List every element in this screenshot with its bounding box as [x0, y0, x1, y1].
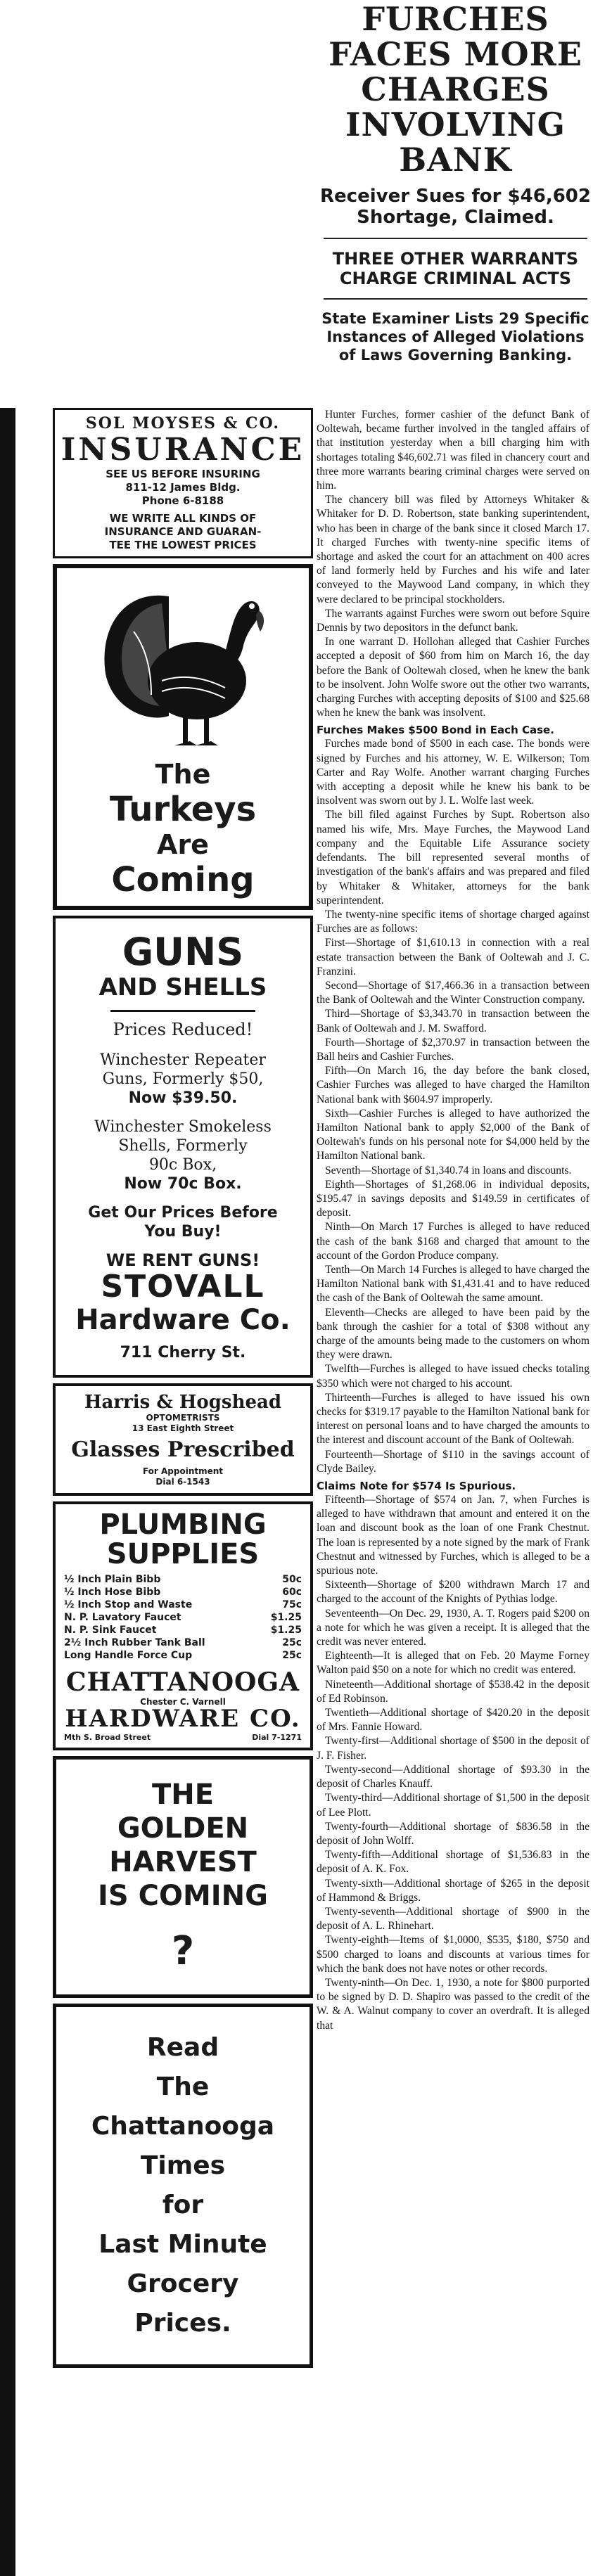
insurance-line: SEE US BEFORE INSURING	[106, 468, 260, 480]
times-line: Grocery	[127, 2269, 239, 2298]
guns-line: Winchester Repeater	[100, 1051, 266, 1069]
harvest-line: HARVEST	[109, 1846, 257, 1878]
plumbing-title: SUPPLIES	[106, 1538, 260, 1570]
article-paragraph: The warrants against Furches were sworn out before Squire Dennis by two depositors in the defunct bank.	[317, 607, 589, 634]
guns-line: WE RENT GUNS!	[106, 1250, 260, 1270]
article-paragraph: Fourth—Shortage of $2,370.97 in transaction between the Ball heirs and Cashier Furches.	[317, 1036, 589, 1063]
times-line: Last Minute	[98, 2230, 267, 2259]
advertisement-column	[53, 408, 313, 2373]
store-name: Hardware Co.	[75, 1304, 291, 1336]
plumbing-item-price: 50c	[282, 1574, 302, 1585]
harvest-line: THE	[151, 1779, 215, 1811]
hardware-street: Mth S. Broad Street	[64, 1733, 151, 1742]
insurance-ad	[53, 408, 313, 558]
times-line: Prices.	[134, 2309, 231, 2338]
hardware-phone: Dial 7-1271	[252, 1733, 302, 1742]
article-paragraph: Twenty-seventh—Additional shortage of $900 in the deposit of A. L. Rhinehart.	[317, 1905, 589, 1933]
article-paragraph: Twenty-fourth—Additional shortage of $836.58 in the deposit of John Wolff.	[317, 1820, 589, 1847]
plumbing-title: PLUMBING	[99, 1508, 267, 1541]
article-paragraph: Fourteenth—Shortage of $110 in the savings account of Clyde Bailey.	[317, 1448, 589, 1475]
plumbing-item	[64, 1586, 302, 1598]
article-paragraph: Twenty-eighth—Items of $1,0000, $535, $180, $750 and $500 charged to loans and discounts at various times for which the bank does not have notes or other records.	[317, 1934, 589, 1975]
plumbing-item-price: 25c	[282, 1650, 302, 1661]
plumbing-item-name: ½ Inch Plain Bibb	[64, 1574, 161, 1585]
article-paragraph: Twelfth—Furches is alleged to have issued checks totaling $350 which were not charged to his account.	[317, 1363, 589, 1390]
turkey-line: Turkeys	[109, 790, 257, 829]
article-paragraph: Fifth—On March 16, the day before the bank closed, Cashier Furches was alleged to have charged the Hamilton National bank with $604.97 improperly.	[317, 1065, 589, 1106]
turkey-line: The	[155, 759, 211, 790]
optometrist-glasses: Glasses Prescribed	[71, 1437, 295, 1462]
guns-line: 90c Box,	[148, 1156, 217, 1174]
article-paragraph: Sixteenth—Shortage of $200 withdrawn March 17 and charged to the account of the Knights of Pythias lodge.	[317, 1579, 589, 1606]
article-paragraph: The twenty-nine specific items of shortage charged against Furches are as follows:	[317, 908, 589, 935]
plumbing-item-price: 25c	[282, 1637, 302, 1648]
plumbing-item	[64, 1649, 302, 1662]
store-name: STOVALL	[101, 1269, 265, 1305]
article-paragraph: Twenty-ninth—On Dec. 1, 1930, a note for $800 purported to be signed by D. D. Shapiro was passed to the credit of the W. & A. Walnut company to cover an overdraft. It is alleged that	[317, 1976, 589, 2032]
insurance-line: TEE THE LOWEST PRICES	[109, 539, 257, 551]
article-paragraph: Twenty-fifth—Additional shortage of $1,536.83 in the deposit of A. K. Fox.	[317, 1849, 589, 1876]
times-line: The	[156, 2072, 210, 2101]
plumbing-ad	[53, 1501, 313, 1750]
headline-title: FURCHES FACES MORE CHARGES INVOLVING BANK	[329, 0, 582, 179]
hardware-logo	[64, 1667, 302, 1733]
plumbing-item-price: $1.25	[270, 1612, 302, 1623]
article-paragraph: Twentieth—Additional shortage of $420.20 in the deposit of Mrs. Fannie Howard.	[317, 1707, 589, 1734]
article-paragraph: Nineteenth—Additional shortage of $538.42 in the deposit of Ed Robinson.	[317, 1678, 589, 1705]
optometrist-line: OPTOMETRISTS	[146, 1413, 220, 1423]
article-paragraph: Eighth—Shortages of $1,268.06 in individual deposits, $195.47 in savings deposits and $149.59 in certificates of deposit.	[317, 1178, 589, 1219]
insurance-firm: SOL MOYSES & CO.	[85, 414, 281, 432]
plumbing-item-name: 2½ Inch Rubber Tank Ball	[64, 1637, 205, 1648]
plumbing-item-name: N. P. Lavatory Faucet	[64, 1612, 181, 1623]
article-paragraph: Fifteenth—Shortage of $574 on Jan. 7, when Furches is alleged to have withdrawn that amount and entered it on the loan and discount book as the loan of one Frank Chestnut. The loan is represented by a note signed by the mark of Frank Chestnut and witnessed by Furches, which is alleged to be a spurious note.	[317, 1494, 589, 1577]
guns-subtitle: AND SHELLS	[98, 973, 267, 1001]
article-paragraph: Thirteenth—Furches is alleged to have issued his own checks for $319.17 payable to the Hamilton National bank for interest on personal loans and to have charged the amounts to the interest and discount account of the Bank of Ooltewah.	[317, 1391, 589, 1447]
times-ad	[53, 2004, 313, 2368]
times-line: Read	[146, 2033, 219, 2062]
plumbing-item-name: ½ Inch Stop and Waste	[64, 1599, 193, 1610]
guns-title: GUNS	[122, 930, 244, 974]
plumbing-item	[64, 1636, 302, 1649]
article-paragraph: Third—Shortage of $3,343.70 in transaction between the Bank of Ooltewah and J. M. Swafford.	[317, 1008, 589, 1034]
article-paragraph: Ninth—On March 17 Furches is alleged to have reduced the cash of the bank $168 and charged that amount to the account of the Gordon Produce company.	[317, 1221, 589, 1262]
article-paragraph: Twenty-second—Additional shortage of $93.30 in the deposit of Charles Knauff.	[317, 1763, 589, 1790]
optometrist-ad	[53, 1383, 313, 1496]
harvest-question-mark: ?	[171, 1928, 195, 1974]
article-subhead: Furches Makes $500 Bond in Each Case.	[317, 724, 554, 737]
times-line: Times	[140, 2151, 226, 2180]
hardware-logo-name: CHATTANOOGA	[65, 1667, 300, 1697]
article-paragraph: In one warrant D. Hollohan alleged that Cashier Furches accepted a deposit of $60 from him on March 16, the day before the Bank of Ooltewah closed, when he knew the bank to be insolvent. John Wolfe swore out the other two warrants, charging Furches with accepting deposits of $100 and $25.68 when he knew the bank was insolvent.	[317, 636, 589, 719]
article-paragraph: The bill filed against Furches by Supt. Robertson also named his wife, Mrs. Maye Furches, the Maywood Land company and the Equitable Life Assurance society defendants. The bill represented several months of investigation of the bank's affairs and was prepared and filed by Whitaker & Whitaker, attorneys for the bank superintendent.	[317, 809, 589, 906]
plumbing-item-name: N. P. Sink Faucet	[64, 1625, 157, 1636]
harvest-line: IS COMING	[98, 1880, 268, 1912]
optometrist-title: Harris & Hogshead	[84, 1392, 282, 1413]
article-paragraph: Tenth—On March 14 Furches is alleged to have charged the Hamilton National bank with $1,431.41 and to have reduced the cash of the Bank of Ooltewah the same amount.	[317, 1263, 589, 1305]
article-subhead: Claims Note for $574 Is Spurious.	[317, 1480, 516, 1493]
article-paragraph: Sixth—Cashier Furches is alleged to have authorized the Hamilton National bank to apply $2,000 of the Bank of Ooltewah's funds on his personal note for $4,000 held by the Hamilton National bank.	[317, 1107, 589, 1162]
optometrist-line: For Appointment	[142, 1466, 224, 1476]
turkey-illustration	[84, 575, 281, 758]
article-paragraph: The chancery bill was filed by Attorneys Whitaker & Whitaker for D. D. Robertson, state banking superintendent, who has been in charge of the bank since it closed March 17. It charged Furches with twenty-nine specific items of shortage and asked the court for an attachment on 400 acres of land formerly held by Furches and his wife and later conveyed to the Maywood Land company, in which they were declared to be principal stockholders.	[317, 494, 589, 605]
headline-block	[318, 0, 593, 364]
headline-deck-3: State Examiner Lists 29 Specific Instances of Alleged Violations of Laws Governing Banking.	[321, 310, 589, 364]
guns-ad	[53, 916, 313, 1378]
optometrist-line: Dial 6-1543	[155, 1477, 210, 1487]
hardware-logo-sub: Chester C. Varnell	[140, 1697, 226, 1707]
insurance-line: INSURANCE AND GUARAN-	[104, 525, 262, 538]
article-paragraph: Eighteenth—It is alleged that on Feb. 20 Mayme Forney Walton paid $50 on a note for which no credit was entered.	[317, 1650, 589, 1677]
insurance-line: Phone 6-8188	[141, 494, 224, 507]
guns-line: You Buy!	[144, 1223, 222, 1241]
plumbing-item-name: Long Handle Force Cup	[64, 1650, 193, 1661]
article-body	[317, 408, 589, 2033]
divider	[110, 1010, 255, 1012]
article-paragraph: Seventeenth—On Dec. 29, 1930, A. T. Rogers paid $200 on a note for which he was given a receipt. It is alleged that the credit was never entered.	[317, 1607, 589, 1648]
article-paragraph: Twenty-third—Additional shortage of $1,500 in the deposit of Lee Plott.	[317, 1792, 589, 1819]
article-paragraph: Hunter Furches, former cashier of the defunct Bank of Ooltewah, became further involved in the tangled affairs of that institution yesterday when a bill charging him with shortages totaling $46,602.71 was filed in chancery court and three more warrants bearing criminal charges were served on him.	[317, 409, 589, 492]
plumbing-item	[64, 1573, 302, 1586]
blank-area	[0, 0, 317, 408]
plumbing-item-price: 75c	[282, 1599, 302, 1610]
times-line: Chattanooga	[91, 2112, 275, 2141]
guns-line: Now 70c Box.	[124, 1175, 242, 1193]
guns-reduced: Prices Reduced!	[113, 1020, 253, 1039]
article-paragraph: Seventh—Shortage of $1,340.74 in loans and discounts.	[325, 1164, 572, 1177]
plumbing-item	[64, 1611, 302, 1624]
hardware-logo-name: HARDWARE CO.	[65, 1705, 301, 1733]
store-address: 711 Cherry St.	[120, 1344, 246, 1361]
insurance-line: 811-12 James Bldg.	[125, 481, 241, 494]
plumbing-item-price: $1.25	[270, 1625, 302, 1636]
plumbing-item-price: 60c	[282, 1587, 302, 1598]
guns-line: Now $39.50.	[128, 1089, 238, 1107]
divider	[324, 298, 587, 300]
headline-deck-1: Receiver Sues for $46,602 Shortage, Claimed.	[320, 186, 591, 228]
article-paragraph: Second—Shortage of $17,466.36 in a transaction between the Bank of Ooltewah and the Winter Construction company.	[317, 979, 589, 1006]
guns-line: Guns, Formerly $50,	[102, 1070, 264, 1088]
turkey-ad	[53, 564, 313, 910]
article-paragraph: Eleventh—Checks are alleged to have been paid by the bank through the cashier for a total of $308 without any charge of the amounts being made to the customers on whom they were drawn.	[317, 1306, 589, 1361]
optometrist-line: 13 East Eighth Street	[132, 1423, 234, 1433]
turkey-line: Are	[157, 829, 209, 860]
divider	[324, 238, 587, 239]
article-paragraph: First—Shortage of $1,610.13 in connection with a real estate transaction between the Bank of Ooltewah and J. C. Franzini.	[317, 937, 589, 978]
times-line: for	[162, 2191, 204, 2219]
headline-deck-2: THREE OTHER WARRANTS CHARGE CRIMINAL ACTS	[332, 249, 579, 288]
article-paragraph: Twenty-sixth—Additional shortage of $265 in the deposit of Hammond & Briggs.	[317, 1877, 589, 1904]
turkey-line: Coming	[111, 860, 255, 899]
page-edge	[0, 408, 15, 2576]
plumbing-item	[64, 1598, 302, 1611]
insurance-title: INSURANCE	[60, 432, 305, 468]
harvest-line: GOLDEN	[117, 1812, 249, 1845]
plumbing-item	[64, 1624, 302, 1636]
hardware-address	[64, 1733, 302, 1742]
article-paragraph: Furches made bond of $500 in each case. The bonds were signed by Furches and his attorney, W. E. Wilkerson; Tom Carter and Ray Wolfe. Another warrant charging Furches with accepting a deposit while he knew his bank to be insolvent was sworn out by J. L. Wolfe last week.	[317, 738, 589, 807]
harvest-ad	[53, 1756, 313, 1998]
article-paragraph: Twenty-first—Additional shortage of $500 in the deposit of J. F. Fisher.	[317, 1735, 589, 1762]
guns-line: Shells, Formerly	[118, 1137, 248, 1155]
guns-line: Winchester Smokeless	[94, 1118, 272, 1136]
plumbing-item-name: ½ Inch Hose Bibb	[64, 1587, 161, 1598]
guns-line: Get Our Prices Before	[88, 1204, 278, 1222]
insurance-line: WE WRITE ALL KINDS OF	[109, 512, 257, 525]
